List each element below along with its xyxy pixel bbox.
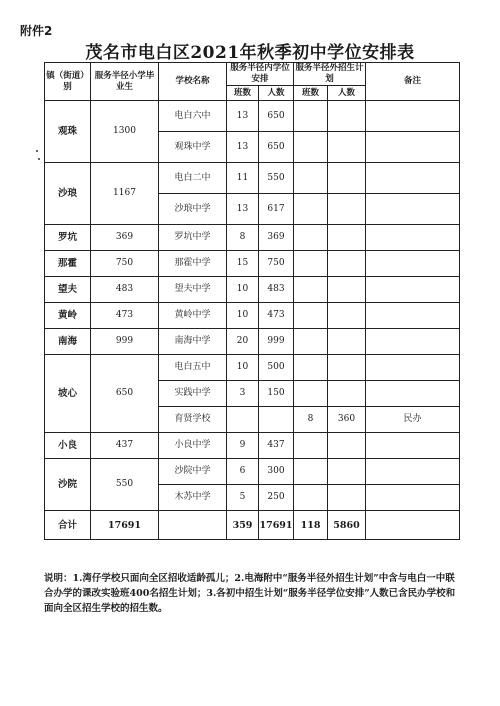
town-cell: 望夫 [45,277,91,303]
header-inner-people: 人数 [259,86,294,101]
town-cell: 观珠 [45,101,91,163]
header-school: 学校名称 [159,63,227,101]
table-row [45,225,460,251]
outer-people-cell [328,225,366,251]
school-name-cell: 电白六中 [159,101,227,132]
table-row [45,101,460,132]
school-name-cell: 沙院中学 [159,459,227,485]
grads-cell: 999 [91,329,159,355]
outer-people-cell [328,485,366,511]
outer-classes-cell [294,459,328,485]
inner-classes-cell: 10 [227,277,259,303]
outer-people-cell [328,303,366,329]
grads-cell: 550 [91,459,159,511]
total-label: 合计 [45,511,91,540]
outer-people-cell [328,329,366,355]
inner-people-cell: 617 [259,194,294,225]
grads-cell: 369 [91,225,159,251]
inner-people-cell: 483 [259,277,294,303]
remark-cell [366,459,460,485]
outer-classes-cell [294,251,328,277]
remark-cell [366,163,460,194]
scan-speck [36,150,38,152]
inner-classes-cell: 5 [227,485,259,511]
town-cell: 罗坑 [45,225,91,251]
school-name-cell: 电白二中 [159,163,227,194]
inner-people-cell: 250 [259,485,294,511]
outer-people-cell [328,132,366,163]
school-name-cell: 那霍中学 [159,251,227,277]
total-grads: 17691 [91,511,159,540]
scan-speck [38,158,40,160]
remark-cell [366,101,460,132]
grads-cell: 750 [91,251,159,277]
school-name-cell: 电白五中 [159,355,227,381]
outer-classes-cell [294,163,328,194]
total-out-classes: 118 [294,511,328,540]
remark-cell [366,225,460,251]
outer-classes-cell [294,355,328,381]
inner-people-cell: 300 [259,459,294,485]
attachment-label: 附件2 [20,24,53,38]
inner-classes-cell: 10 [227,355,259,381]
table-row [45,277,460,303]
inner-people-cell: 500 [259,355,294,381]
total-in-classes: 359 [227,511,259,540]
grads-cell: 437 [91,433,159,459]
footnote: 说明：1.湾仔学校只面向全区招收适龄孤儿；2.电海附中“服务半径外招生计划”中含与电白一中联合办学的课改实验班400名招生计划；3.各初中招生计划“服务半径学位安排”人数已含民办学校和面向全区招生学校的招生数。 [44,573,456,614]
inner-people-cell: 369 [259,225,294,251]
remark-cell [366,132,460,163]
outer-people-cell [328,459,366,485]
inner-classes-cell: 6 [227,459,259,485]
total-in-people: 17691 [259,511,294,540]
inner-classes-cell: 11 [227,163,259,194]
outer-people-cell [328,381,366,407]
inner-people-cell: 473 [259,303,294,329]
inner-people-cell: 550 [259,163,294,194]
school-name-cell: 小良中学 [159,433,227,459]
header-inner-classes: 班数 [227,86,259,101]
inner-classes-cell: 10 [227,303,259,329]
town-cell: 南海 [45,329,91,355]
inner-people-cell: 650 [259,132,294,163]
school-name-cell: 木苏中学 [159,485,227,511]
inner-classes-cell [227,407,259,433]
outer-classes-cell [294,101,328,132]
inner-classes-cell: 20 [227,329,259,355]
inner-people-cell: 150 [259,381,294,407]
remark-cell [366,355,460,381]
outer-people-cell [328,251,366,277]
total-row [45,511,460,540]
outer-classes-cell [294,132,328,163]
outer-people-cell [328,433,366,459]
town-cell: 黄岭 [45,303,91,329]
school-name-cell: 沙琅中学 [159,194,227,225]
inner-classes-cell: 9 [227,433,259,459]
inner-classes-cell: 13 [227,132,259,163]
school-name-cell: 观珠中学 [159,132,227,163]
header-outer-people: 人数 [328,86,366,101]
outer-people-cell [328,163,366,194]
grads-cell: 1167 [91,163,159,225]
grads-cell: 1300 [91,101,159,163]
inner-classes-cell: 3 [227,381,259,407]
header-outer: 服务半径外招生计划 [295,63,364,84]
remark-cell [366,303,460,329]
inner-people-cell [259,407,294,433]
outer-people-cell [328,355,366,381]
table-row [45,303,460,329]
remark-cell [366,381,460,407]
inner-people-cell: 437 [259,433,294,459]
grads-cell: 483 [91,277,159,303]
town-cell: 那霍 [45,251,91,277]
remark-cell [366,329,460,355]
total-out-people: 5860 [328,511,366,540]
inner-people-cell: 650 [259,101,294,132]
table-row [45,163,460,194]
outer-classes-cell [294,485,328,511]
outer-people-cell [328,194,366,225]
outer-classes-cell [294,194,328,225]
school-name-cell: 黄岭中学 [159,303,227,329]
outer-classes-cell [294,225,328,251]
outer-people-cell [328,277,366,303]
school-name-cell: 罗坑中学 [159,225,227,251]
admission-table [44,62,460,540]
header-remark: 备注 [366,63,460,101]
outer-classes-cell [294,277,328,303]
school-name-cell: 实践中学 [159,381,227,407]
inner-people-cell: 999 [259,329,294,355]
grads-cell: 650 [91,355,159,433]
outer-classes-cell [294,433,328,459]
remark-cell [366,194,460,225]
header-inner: 服务半径内学位安排 [227,63,294,86]
outer-classes-cell [294,329,328,355]
town-cell: 坡心 [45,355,91,433]
outer-classes-cell: 8 [294,407,328,433]
header-grads: 服务半径小学毕业生 [91,63,159,101]
remark-cell: 民办 [366,407,460,433]
header-outer-classes: 班数 [294,86,328,101]
inner-classes-cell: 13 [227,101,259,132]
outer-people-cell: 360 [328,407,366,433]
remark-cell [366,485,460,511]
table-row [45,329,460,355]
school-name-cell: 望夫中学 [159,277,227,303]
header-town: 镇（街道）别 [45,63,91,101]
page-title: 茂名市电白区2021年秋季初中学位安排表 [85,43,415,63]
table-row [45,251,460,277]
inner-classes-cell: 13 [227,194,259,225]
grads-cell: 473 [91,303,159,329]
town-cell: 沙琅 [45,163,91,225]
table-row [45,459,460,485]
inner-classes-cell: 15 [227,251,259,277]
remark-cell [366,433,460,459]
inner-people-cell: 750 [259,251,294,277]
table-row [45,433,460,459]
outer-classes-cell [294,381,328,407]
school-name-cell: 育贤学校 [159,407,227,433]
school-name-cell: 南海中学 [159,329,227,355]
total-school [159,511,227,540]
outer-classes-cell [294,303,328,329]
outer-people-cell [328,101,366,132]
town-cell: 小良 [45,433,91,459]
total-remark [366,511,460,540]
remark-cell [366,277,460,303]
town-cell: 沙院 [45,459,91,511]
remark-cell [366,251,460,277]
inner-classes-cell: 8 [227,225,259,251]
table-row [45,355,460,381]
